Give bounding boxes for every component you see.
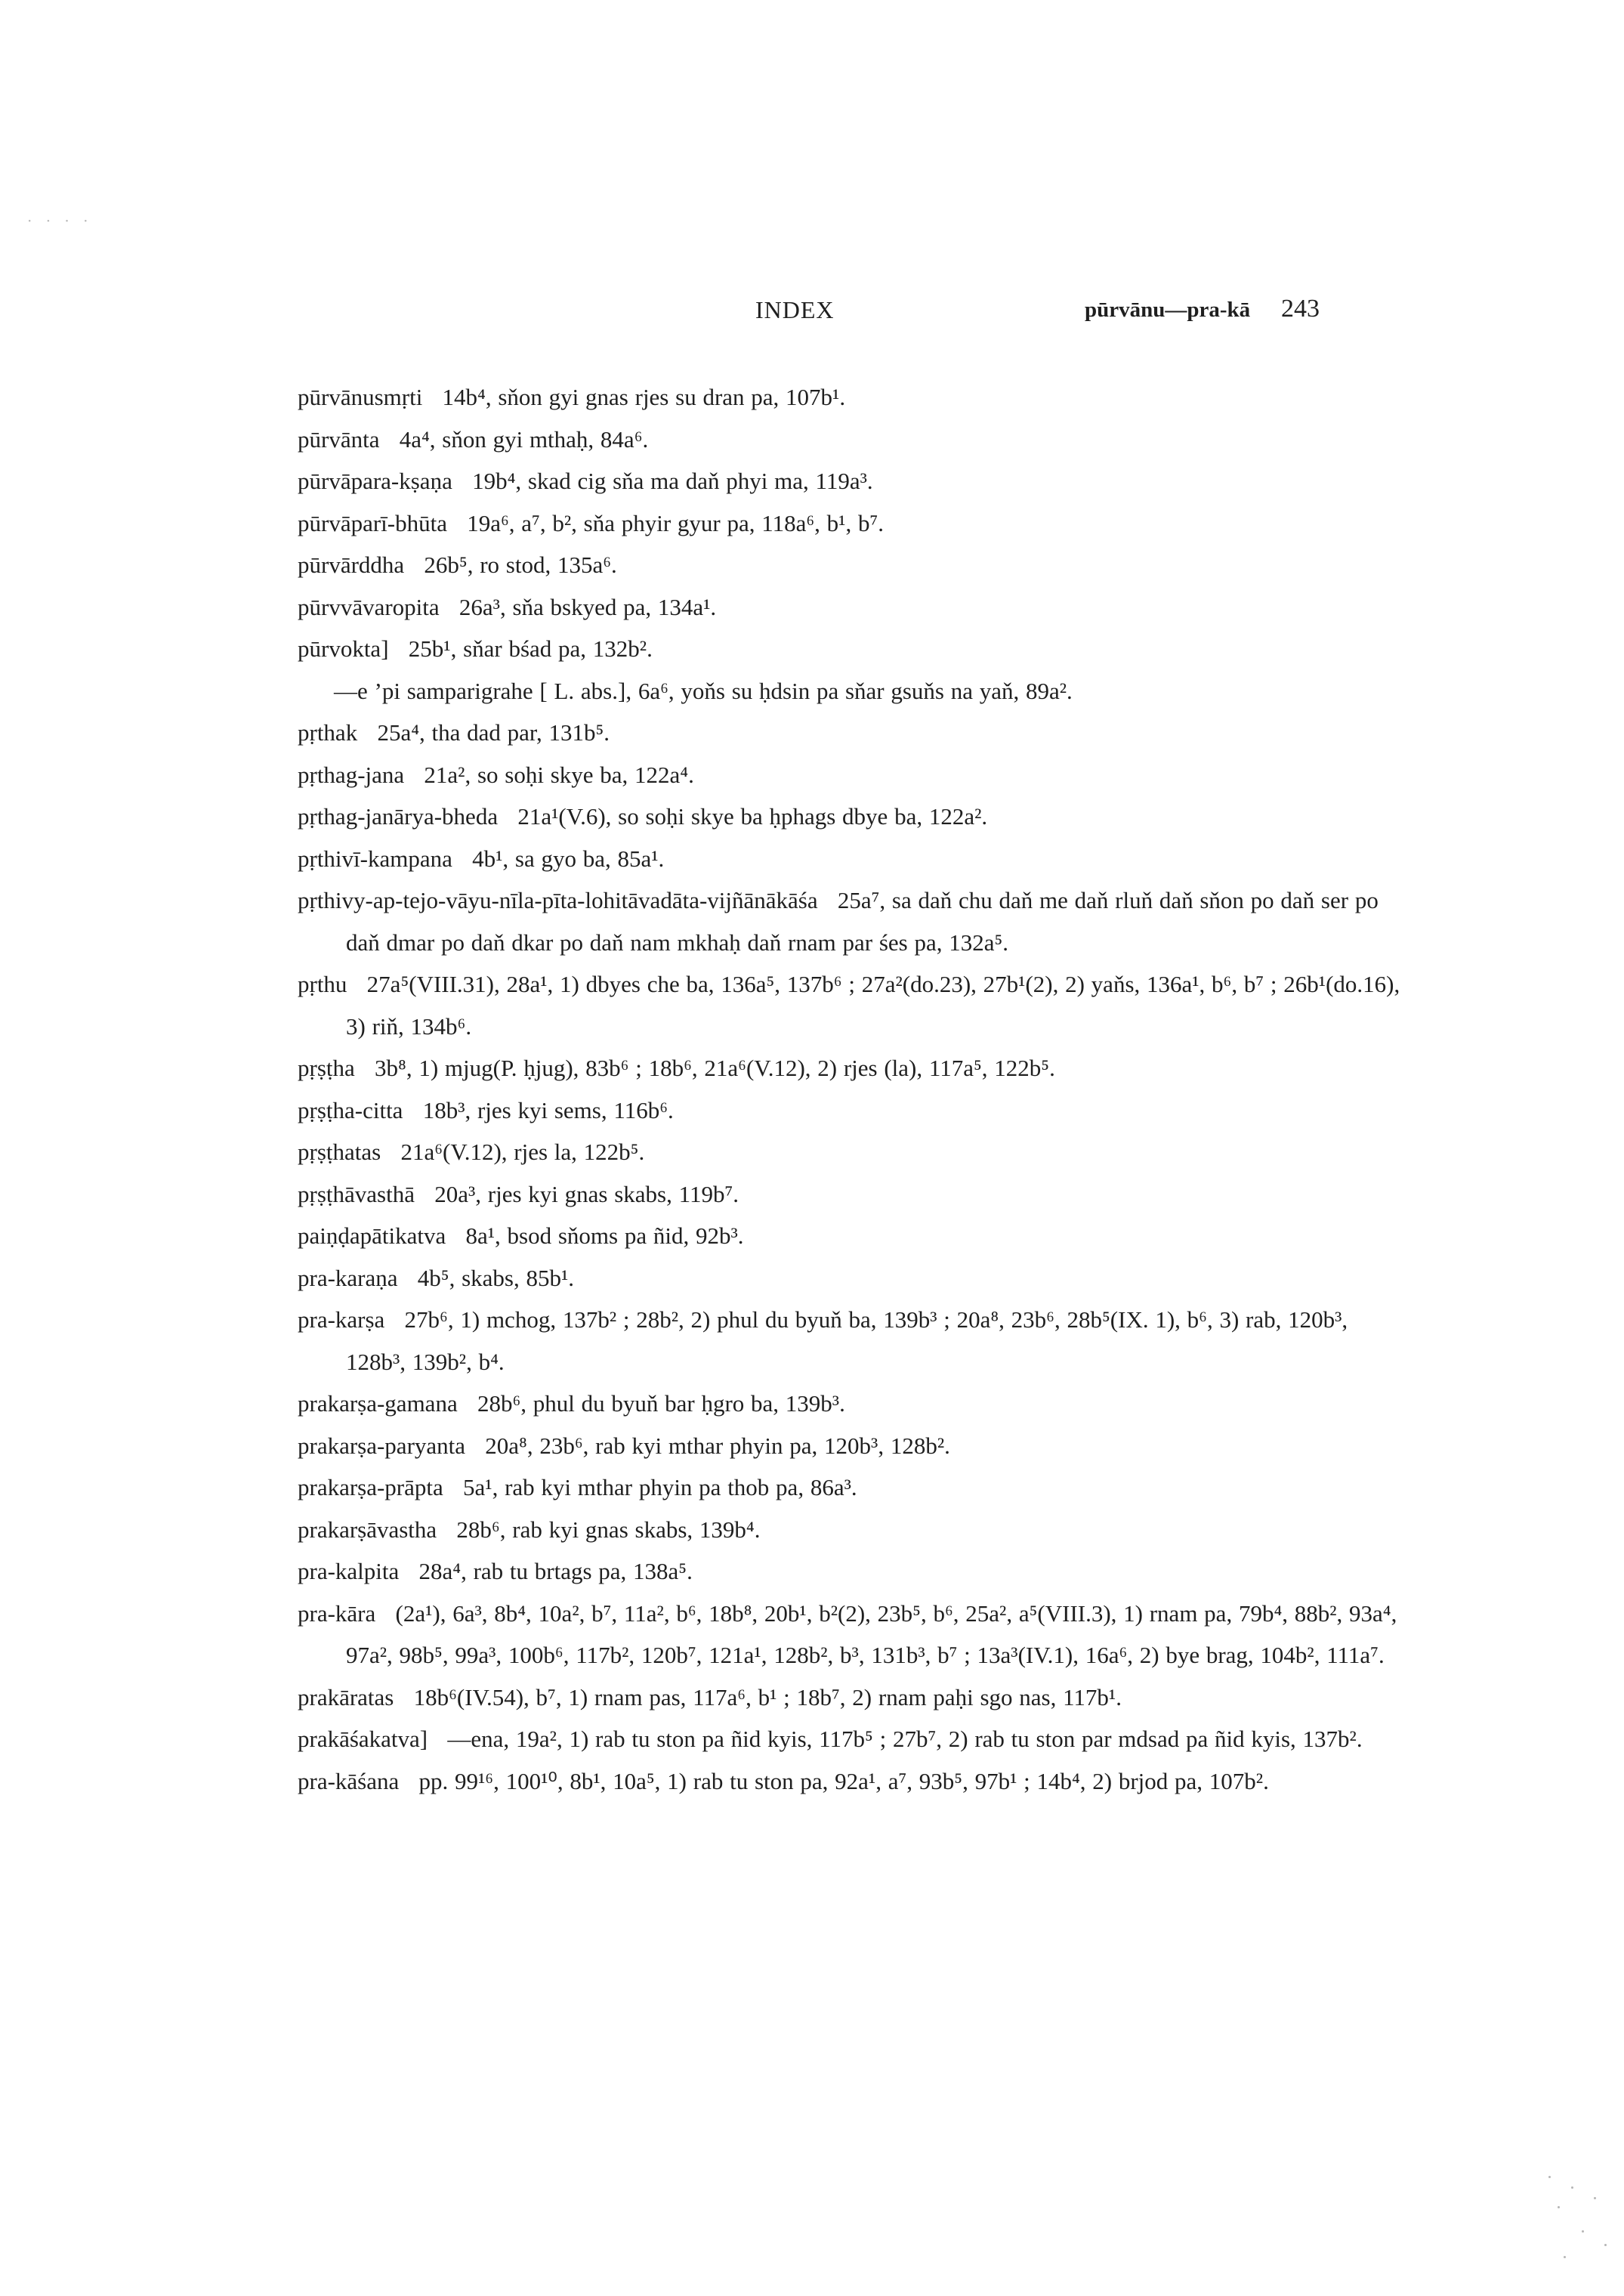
index-entry: pūrvānusmṛti 14b⁴, sňon gyi gnas rjes su dran pa, 107b¹. [298,384,846,410]
index-entry: prakarṣa-prāpta 5a¹, rab kyi mthar phyin pa thob pa, 86a³. [298,1474,857,1500]
speck [1604,2244,1607,2246]
index-entry: prakarṣa-paryanta 20a⁸, 23b⁶, rab kyi mthar phyin pa, 120b³, 128b². [298,1432,950,1459]
index-entry: pūrvārddha 26b⁵, ro stod, 135a⁶. [298,552,617,578]
index-entry: prakāratas 18b⁶(IV.54), b⁷, 1) rnam pas, 117a⁶, b¹ ; 18b⁷, 2) rnam paḥi sgo nas, 117b¹. [298,1683,1122,1710]
index-entry: prakāśakatva] —ena, 19a², 1) rab tu ston pa ñid kyis, 117b⁵ ; 27b⁷, 2) rab tu ston par mdsad pa ñid kyis, 137b². [298,1726,1363,1752]
index-entry: pṛthu 27a⁵(VIII.31), 28a¹, 1) dbyes che ba, 136a⁵, 137b⁶ ; 27a²(do.23), 27b¹(2), 2) yaňs, 136a¹, b⁶, b⁷ ; 26b¹(do.16), 3) riň, 134b⁶. [298,971,1406,1040]
speck [1558,2206,1560,2208]
index-entry: pūrvānta 4a⁴, sňon gyi mthaḥ, 84a⁶. [298,425,649,453]
index-entry: pūrvvāvaropita 26a³, sňa bskyed pa, 134a¹. [298,593,717,620]
index-entry: pṛṣṭhatas 21a⁶(V.12), rjes la, 122b⁵. [298,1139,645,1165]
running-head-title: INDEX [755,296,835,323]
index-entry: pṛthak 25a⁴, tha dad par, 131b⁵. [298,719,610,746]
index-entry: pūrvokta] 25b¹, sňar bśad pa, 132b². [298,635,653,662]
page-number: 243 [1281,295,1320,323]
index-entry: pūrvāparī-bhūta 19a⁶, a⁷, b², sňa phyir gyur pa, 118a⁶, b¹, b⁷. [298,509,885,536]
index-entry: pṛthivī-kampana 4b¹, sa gyo ba, 85a¹. [298,845,665,872]
index-entry: pūrvāpara-kṣaṇa 19b⁴, skad cig sňa ma daň phyi ma, 119a³. [298,468,873,494]
index-entry: prakarṣa-gamana 28b⁶, phul du byuň bar ḥgro ba, 139b³. [298,1390,845,1417]
index-entry: pṛṣṭhāvasthā 20a³, rjes kyi gnas skabs, 119b⁷. [298,1180,739,1207]
index-entry: pra-karṣa 27b⁶, 1) mchog, 137b² ; 28b², 2) phul du byuň ba, 139b³ ; 20a⁸, 23b⁶, 28b⁵(IX. 1), b⁶, 3) rab, 120b³, 128b³, 139b², b⁴. [298,1306,1354,1375]
index-entry: pṛṣṭha 3b⁸, 1) mjug(P. ḥjug), 83b⁶ ; 18b⁶, 21a⁶(V.12), 2) rjes (la), 117a⁵, 122b⁵. [298,1055,1055,1081]
index-entry: pra-karaṇa 4b⁵, skabs, 85b¹. [298,1264,574,1291]
index-entry: pṛthag-jana 21a², so soḥi skye ba, 122a⁴. [298,761,694,788]
index-entry: pṛṣṭha-citta 18b³, rjes kyi sems, 116b⁶. [298,1096,674,1123]
speck [1582,2230,1584,2233]
index-entry: pṛthivy-ap-tejo-vāyu-nīla-pīta-lohitāvadāta-vijñānākāśa 25a⁷, sa daň chu daň me daň rluň daň sňon po daň ser po daň dmar po daň dkar po daň nam mkhaḥ daň rnam par śes pa, 132a⁵. [298,887,1385,956]
scan-speckles-bottom [1541,2161,1616,2282]
speck [1564,2256,1566,2258]
index-entry: —e ’pi samparigrahe [ L. abs.], 6a⁶, yoňs su ḥdsin pa sňar gsuňs na yaň, 89a². [334,677,1073,704]
index-entries [298,376,1406,1802]
index-entry: pra-kāra (2a¹), 6a³, 8b⁴, 10a², b⁷, 11a², b⁶, 18b⁸, 20b¹, b²(2), 23b⁵, b⁶, 25a², a⁵(VIII.3), 1) rnam pa, 79b⁴, 88b², 93a⁴, 97a², 98b⁵, 99a³, 100b⁶, 117b², 120b⁷, 121a¹, 128b², b³, 131b³, b⁷ ; 13a³(IV.1), 16a⁶, 2) bye brag, 104b², 111a⁷. [298,1599,1404,1668]
running-head-range: pūrvānu—pra-kā [1085,298,1251,322]
index-entry: pra-kāśana pp. 99¹⁶, 100¹⁰, 8b¹, 10a⁵, 1) rab tu ston pa, 92a¹, a⁷, 93b⁵, 97b¹ ; 14b⁴, 2) brjod pa, 107b². [298,1767,1269,1794]
speck [1548,2176,1551,2178]
index-entry: paiṇḍapātikatva 8a¹, bsod sňoms pa ñid, 92b³. [298,1222,744,1249]
scan-speckles-top: · · · · [27,212,93,230]
speck [1594,2197,1596,2199]
index-entry: pṛthag-janārya-bheda 21a¹(V.6), so soḥi skye ba ḥphags dbye ba, 122a². [298,803,988,830]
index-entry: prakarṣāvastha 28b⁶, rab kyi gnas skabs, 139b⁴. [298,1516,761,1543]
index-entry: pra-kalpita 28a⁴, rab tu brtags pa, 138a⁵. [298,1558,693,1584]
speck [1571,2186,1573,2189]
